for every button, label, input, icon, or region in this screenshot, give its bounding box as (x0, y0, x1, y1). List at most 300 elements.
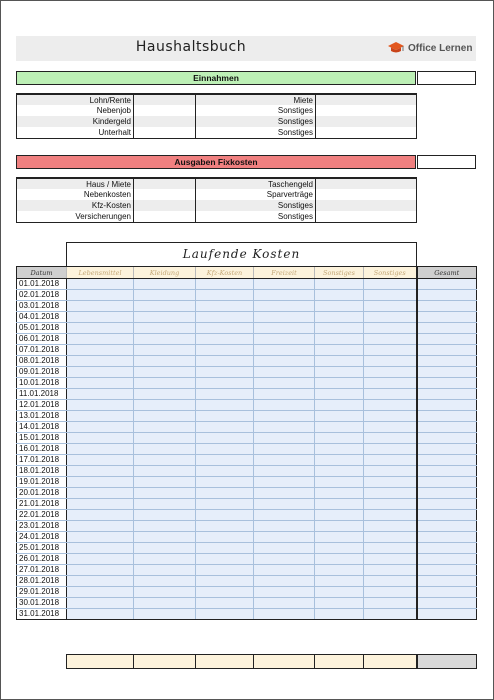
expense-cell[interactable] (315, 411, 364, 422)
expense-cell[interactable] (67, 367, 134, 378)
expense-cell[interactable] (134, 444, 196, 455)
expense-cell[interactable] (196, 598, 254, 609)
column-header: Sonstiges (364, 267, 417, 279)
column-header: Lebensmittel (67, 267, 134, 279)
expense-cell[interactable] (67, 290, 134, 301)
expense-cell[interactable] (254, 532, 315, 543)
total-freizeit[interactable] (254, 655, 315, 669)
expense-cell[interactable] (67, 444, 134, 455)
date-cell: 14.01.2018 (17, 422, 67, 433)
expense-cell[interactable] (134, 378, 196, 389)
total-kleidung[interactable] (134, 655, 196, 669)
expense-cell[interactable] (196, 367, 254, 378)
expense-cell[interactable] (134, 400, 196, 411)
expense-cell[interactable] (134, 301, 196, 312)
expense-cell[interactable] (417, 411, 477, 422)
expense-cell[interactable] (254, 565, 315, 576)
expense-cell[interactable] (417, 521, 477, 532)
expense-cell[interactable] (315, 477, 364, 488)
expense-cell[interactable] (254, 466, 315, 477)
expense-cell[interactable] (196, 312, 254, 323)
expense-cell[interactable] (315, 290, 364, 301)
expense-cell[interactable] (196, 532, 254, 543)
expense-cell[interactable] (67, 422, 134, 433)
expense-cell[interactable] (67, 389, 134, 400)
ausgaben-amount-cell[interactable] (316, 189, 417, 200)
expense-cell[interactable] (417, 356, 477, 367)
expense-cell[interactable] (254, 510, 315, 521)
expense-cell[interactable] (254, 279, 315, 290)
expense-cell[interactable] (134, 565, 196, 576)
expense-cell[interactable] (315, 356, 364, 367)
expense-cell[interactable] (67, 598, 134, 609)
expense-cell[interactable] (254, 554, 315, 565)
expense-cell[interactable] (315, 345, 364, 356)
date-cell: 09.01.2018 (17, 367, 67, 378)
expense-cell[interactable] (417, 477, 477, 488)
expense-cell[interactable] (67, 312, 134, 323)
expense-cell[interactable] (364, 477, 417, 488)
date-cell: 11.01.2018 (17, 389, 67, 400)
expense-cell[interactable] (417, 554, 477, 565)
expense-cell[interactable] (364, 279, 417, 290)
einnahmen-label: Sonstiges (196, 116, 316, 127)
expense-cell[interactable] (67, 411, 134, 422)
ausgaben-amount-cell[interactable] (134, 178, 196, 189)
expense-cell[interactable] (254, 334, 315, 345)
expense-cell[interactable] (254, 587, 315, 598)
expense-cell[interactable] (196, 290, 254, 301)
expense-cell[interactable] (134, 532, 196, 543)
expense-cell[interactable] (67, 521, 134, 532)
ausgaben-label: Sonstiges (196, 211, 316, 222)
expense-cell[interactable] (254, 400, 315, 411)
date-cell: 04.01.2018 (17, 312, 67, 323)
einnahmen-total-cell[interactable] (417, 71, 476, 85)
expense-cell[interactable] (254, 422, 315, 433)
expense-cell[interactable] (196, 356, 254, 367)
ausgaben-row (17, 211, 417, 222)
expense-cell[interactable] (134, 411, 196, 422)
expense-cell[interactable] (417, 488, 477, 499)
expense-cell[interactable] (417, 598, 477, 609)
expense-cell[interactable] (196, 521, 254, 532)
date-cell: 10.01.2018 (17, 378, 67, 389)
table-row (17, 587, 477, 598)
expense-cell[interactable] (315, 488, 364, 499)
einnahmen-label: Sonstiges (196, 127, 316, 138)
column-header: Kleidung (134, 267, 196, 279)
expense-cell[interactable] (315, 400, 364, 411)
expense-cell[interactable] (67, 576, 134, 587)
expense-cell[interactable] (134, 356, 196, 367)
expense-cell[interactable] (134, 334, 196, 345)
date-cell: 28.01.2018 (17, 576, 67, 587)
expense-cell[interactable] (417, 279, 477, 290)
expense-cell[interactable] (67, 301, 134, 312)
date-cell: 24.01.2018 (17, 532, 67, 543)
expense-cell[interactable] (254, 609, 315, 620)
expense-cell[interactable] (315, 301, 364, 312)
expense-cell[interactable] (315, 367, 364, 378)
expense-cell[interactable] (67, 565, 134, 576)
expense-cell[interactable] (196, 510, 254, 521)
einnahmen-row (17, 94, 417, 105)
expense-cell[interactable] (254, 312, 315, 323)
table-row (17, 466, 477, 477)
expense-cell[interactable] (254, 433, 315, 444)
expense-cell[interactable] (254, 345, 315, 356)
expense-cell[interactable] (67, 488, 134, 499)
expense-cell[interactable] (67, 477, 134, 488)
expense-cell[interactable] (417, 543, 477, 554)
expense-cell[interactable] (196, 576, 254, 587)
total-gesamt[interactable] (417, 655, 477, 669)
expense-cell[interactable] (67, 433, 134, 444)
expense-cell[interactable] (67, 543, 134, 554)
expense-cell[interactable] (196, 565, 254, 576)
expense-cell[interactable] (364, 356, 417, 367)
expense-cell[interactable] (196, 411, 254, 422)
expense-cell[interactable] (315, 532, 364, 543)
expense-cell[interactable] (196, 609, 254, 620)
expense-cell[interactable] (364, 301, 417, 312)
table-row (17, 554, 477, 565)
einnahmen-amount-cell[interactable] (134, 127, 196, 138)
expense-cell[interactable] (364, 444, 417, 455)
expense-cell[interactable] (417, 389, 477, 400)
expense-cell[interactable] (67, 609, 134, 620)
date-cell: 26.01.2018 (17, 554, 67, 565)
total-sonstiges-2[interactable] (364, 655, 417, 669)
table-row (17, 532, 477, 543)
expense-cell[interactable] (134, 576, 196, 587)
expense-cell[interactable] (134, 554, 196, 565)
date-cell: 29.01.2018 (17, 587, 67, 598)
expense-cell[interactable] (417, 422, 477, 433)
date-cell: 17.01.2018 (17, 455, 67, 466)
ausgaben-row (17, 200, 417, 211)
expense-cell[interactable] (134, 609, 196, 620)
expense-cell[interactable] (364, 488, 417, 499)
date-cell: 05.01.2018 (17, 323, 67, 334)
expense-cell[interactable] (196, 455, 254, 466)
expense-cell[interactable] (364, 367, 417, 378)
expense-cell[interactable] (417, 444, 477, 455)
expense-cell[interactable] (364, 499, 417, 510)
expense-cell[interactable] (364, 389, 417, 400)
expense-cell[interactable] (196, 587, 254, 598)
expense-cell[interactable] (134, 598, 196, 609)
expense-cell[interactable] (254, 323, 315, 334)
einnahmen-amount-cell[interactable] (134, 94, 196, 105)
expense-cell[interactable] (134, 499, 196, 510)
expense-cell[interactable] (364, 400, 417, 411)
expense-cell[interactable] (196, 477, 254, 488)
table-row (17, 290, 477, 301)
ausgaben-row (17, 189, 417, 200)
expense-cell[interactable] (254, 499, 315, 510)
expense-cell[interactable] (364, 323, 417, 334)
expense-cell[interactable] (315, 455, 364, 466)
expense-cell[interactable] (364, 433, 417, 444)
expense-cell[interactable] (364, 532, 417, 543)
date-cell: 16.01.2018 (17, 444, 67, 455)
table-row (17, 312, 477, 323)
expense-cell[interactable] (196, 466, 254, 477)
expense-cell[interactable] (364, 411, 417, 422)
expense-cell[interactable] (417, 510, 477, 521)
expense-cell[interactable] (315, 554, 364, 565)
expense-cell[interactable] (134, 510, 196, 521)
expense-cell[interactable] (67, 356, 134, 367)
expense-cell[interactable] (315, 565, 364, 576)
expense-cell[interactable] (67, 334, 134, 345)
einnahmen-row (17, 116, 417, 127)
date-cell: 23.01.2018 (17, 521, 67, 532)
expense-cell[interactable] (196, 389, 254, 400)
expense-cell[interactable] (315, 389, 364, 400)
expense-cell[interactable] (254, 543, 315, 554)
expense-cell[interactable] (67, 554, 134, 565)
expense-cell[interactable] (417, 378, 477, 389)
expense-cell[interactable] (315, 334, 364, 345)
expense-cell[interactable] (315, 598, 364, 609)
expense-cell[interactable] (134, 389, 196, 400)
expense-cell[interactable] (315, 609, 364, 620)
expense-cell[interactable] (134, 477, 196, 488)
expense-cell[interactable] (196, 279, 254, 290)
expense-cell[interactable] (254, 378, 315, 389)
expense-cell[interactable] (134, 587, 196, 598)
einnahmen-amount-cell[interactable] (134, 105, 196, 116)
table-row (17, 598, 477, 609)
expense-cell[interactable] (254, 367, 315, 378)
einnahmen-amount-cell[interactable] (316, 116, 417, 127)
expense-cell[interactable] (254, 477, 315, 488)
expense-cell[interactable] (254, 290, 315, 301)
expense-cell[interactable] (67, 323, 134, 334)
table-row (17, 488, 477, 499)
expense-cell[interactable] (254, 389, 315, 400)
expense-cell[interactable] (134, 455, 196, 466)
page-title: Haushaltsbuch (135, 39, 247, 55)
einnahmen-amount-cell[interactable] (316, 94, 417, 105)
table-row (17, 334, 477, 345)
expense-cell[interactable] (364, 312, 417, 323)
ausgaben-amount-cell[interactable] (316, 200, 417, 211)
einnahmen-row (17, 127, 417, 138)
expense-cell[interactable] (196, 301, 254, 312)
date-cell: 18.01.2018 (17, 466, 67, 477)
expense-cell[interactable] (254, 444, 315, 455)
expense-cell[interactable] (364, 510, 417, 521)
ausgaben-label: Sparverträge (196, 189, 316, 200)
ausgaben-total-cell[interactable] (417, 155, 476, 169)
expense-cell[interactable] (315, 422, 364, 433)
expense-cell[interactable] (67, 378, 134, 389)
expense-cell[interactable] (417, 323, 477, 334)
ausgaben-label: Versicherungen (17, 211, 134, 222)
expense-cell[interactable] (67, 455, 134, 466)
expense-cell[interactable] (315, 466, 364, 477)
expense-cell[interactable] (196, 323, 254, 334)
expense-cell[interactable] (254, 301, 315, 312)
expense-cell[interactable] (417, 334, 477, 345)
logo-text: Office Lernen (408, 42, 473, 54)
expense-cell[interactable] (417, 367, 477, 378)
expense-cell[interactable] (254, 455, 315, 466)
ausgaben-amount-cell[interactable] (316, 178, 417, 189)
table-row (17, 411, 477, 422)
column-header: Sonstiges (315, 267, 364, 279)
expense-cell[interactable] (196, 499, 254, 510)
expense-cell[interactable] (417, 576, 477, 587)
total-sonstiges-1[interactable] (315, 655, 364, 669)
expense-cell[interactable] (364, 543, 417, 554)
column-header: Freizeit (254, 267, 315, 279)
expense-cell[interactable] (134, 323, 196, 334)
expense-cell[interactable] (364, 521, 417, 532)
expense-cell[interactable] (417, 587, 477, 598)
expense-cell[interactable] (417, 466, 477, 477)
einnahmen-amount-cell[interactable] (316, 105, 417, 116)
expense-cell[interactable] (417, 532, 477, 543)
date-cell: 03.01.2018 (17, 301, 67, 312)
expense-cell[interactable] (196, 345, 254, 356)
table-row (17, 510, 477, 521)
einnahmen-amount-cell[interactable] (316, 127, 417, 138)
expense-cell[interactable] (196, 378, 254, 389)
total-lebensmittel[interactable] (67, 655, 134, 669)
expense-cell[interactable] (417, 565, 477, 576)
expense-cell[interactable] (364, 422, 417, 433)
expense-cell[interactable] (134, 543, 196, 554)
expense-cell[interactable] (134, 279, 196, 290)
expense-cell[interactable] (134, 466, 196, 477)
expense-cell[interactable] (315, 279, 364, 290)
expense-cell[interactable] (254, 488, 315, 499)
date-cell: 31.01.2018 (17, 609, 67, 620)
ausgaben-amount-cell[interactable] (316, 211, 417, 222)
expense-cell[interactable] (364, 598, 417, 609)
expense-cell[interactable] (67, 499, 134, 510)
expense-cell[interactable] (364, 609, 417, 620)
einnahmen-label: Miete (196, 94, 316, 105)
expense-cell[interactable] (364, 345, 417, 356)
table-row (17, 477, 477, 488)
expense-cell[interactable] (67, 510, 134, 521)
expense-cell[interactable] (254, 576, 315, 587)
expense-cell[interactable] (315, 543, 364, 554)
expense-cell[interactable] (196, 433, 254, 444)
expense-cell[interactable] (364, 290, 417, 301)
expense-cell[interactable] (315, 587, 364, 598)
expense-cell[interactable] (134, 312, 196, 323)
expense-cell[interactable] (417, 312, 477, 323)
expense-cell[interactable] (254, 356, 315, 367)
expense-cell[interactable] (364, 576, 417, 587)
date-cell: 13.01.2018 (17, 411, 67, 422)
expense-cell[interactable] (196, 444, 254, 455)
expense-cell[interactable] (67, 345, 134, 356)
ausgaben-amount-cell[interactable] (134, 189, 196, 200)
expense-cell[interactable] (196, 422, 254, 433)
expense-cell[interactable] (417, 433, 477, 444)
expense-cell[interactable] (134, 521, 196, 532)
table-row (17, 378, 477, 389)
einnahmen-label: Sonstiges (196, 105, 316, 116)
totals-row (66, 654, 477, 669)
expense-cell[interactable] (67, 279, 134, 290)
expense-cell[interactable] (196, 543, 254, 554)
expense-cell[interactable] (196, 554, 254, 565)
expense-cell[interactable] (364, 466, 417, 477)
expense-cell[interactable] (364, 455, 417, 466)
expense-cell[interactable] (417, 301, 477, 312)
einnahmen-label: Nebenjob (17, 105, 134, 116)
expense-cell[interactable] (315, 510, 364, 521)
expense-cell[interactable] (315, 521, 364, 532)
expense-cell[interactable] (315, 576, 364, 587)
expense-cell[interactable] (364, 334, 417, 345)
expense-cell[interactable] (364, 554, 417, 565)
expense-cell[interactable] (315, 444, 364, 455)
ausgaben-label: Kfz-Kosten (17, 200, 134, 211)
expense-cell[interactable] (67, 587, 134, 598)
expense-cell[interactable] (196, 334, 254, 345)
expense-cell[interactable] (134, 422, 196, 433)
ausgaben-amount-cell[interactable] (134, 211, 196, 222)
expense-cell[interactable] (67, 400, 134, 411)
expense-cell[interactable] (315, 499, 364, 510)
expense-cell[interactable] (134, 488, 196, 499)
expense-cell[interactable] (417, 499, 477, 510)
expense-cell[interactable] (67, 532, 134, 543)
expense-cell[interactable] (417, 609, 477, 620)
expense-cell[interactable] (134, 290, 196, 301)
expense-cell[interactable] (254, 411, 315, 422)
table-row (17, 389, 477, 400)
date-cell: 06.01.2018 (17, 334, 67, 345)
expense-cell[interactable] (315, 312, 364, 323)
expense-cell[interactable] (417, 345, 477, 356)
date-cell: 19.01.2018 (17, 477, 67, 488)
expense-cell[interactable] (315, 378, 364, 389)
expense-cell[interactable] (315, 323, 364, 334)
expense-cell[interactable] (134, 433, 196, 444)
expense-cell[interactable] (134, 367, 196, 378)
expense-cell[interactable] (254, 521, 315, 532)
total-kfz-kosten[interactable] (196, 655, 254, 669)
expense-cell[interactable] (67, 466, 134, 477)
einnahmen-amount-cell[interactable] (134, 116, 196, 127)
expense-cell[interactable] (417, 455, 477, 466)
expense-cell[interactable] (196, 488, 254, 499)
einnahmen-label: Lohn/Rente (17, 94, 134, 105)
expense-cell[interactable] (364, 378, 417, 389)
expense-cell[interactable] (417, 290, 477, 301)
ausgaben-amount-cell[interactable] (134, 200, 196, 211)
date-cell: 20.01.2018 (17, 488, 67, 499)
expense-cell[interactable] (417, 400, 477, 411)
expense-cell[interactable] (364, 587, 417, 598)
expense-cell[interactable] (254, 598, 315, 609)
expense-cell[interactable] (196, 400, 254, 411)
expense-cell[interactable] (315, 433, 364, 444)
expense-cell[interactable] (134, 345, 196, 356)
expense-cell[interactable] (364, 565, 417, 576)
